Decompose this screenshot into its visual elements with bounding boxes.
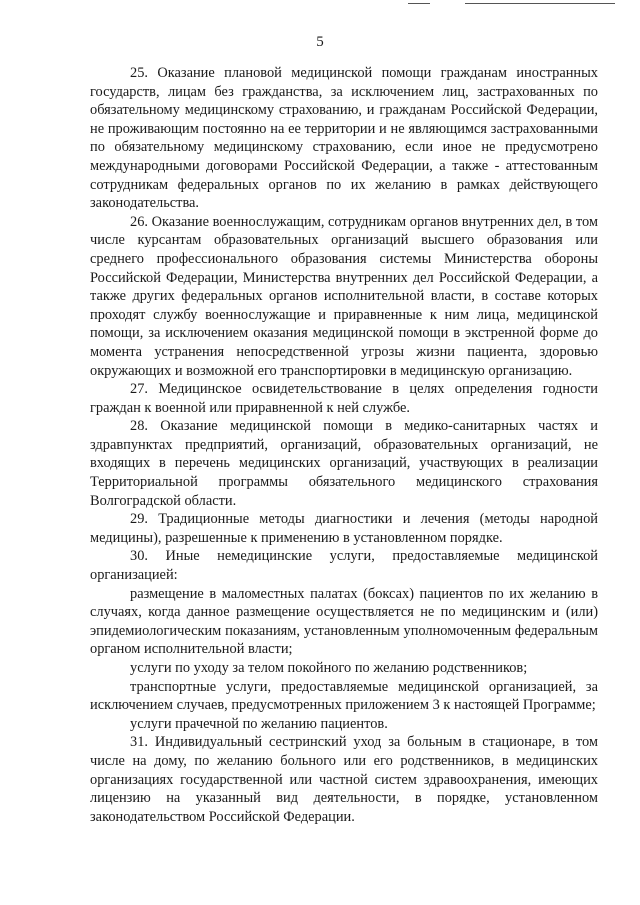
page-number: 5 [316,34,324,50]
paragraph-30: 30. Иные немедицинские услуги, предоставляемые медицинской организацией: [90,548,598,584]
top-border-line [408,3,430,4]
paragraph-25: 25. Оказание плановой медицинской помощи гражданам иностранных государств, лицам без гражданства, за исключением лиц, застрахованных по обязательному медицинскому страхованию, и гражданам Российской Федерации, не проживающим постоянно на ее территории и не являющимся застрахованными по обязательному медицинскому страхованию, если иное не предусмотрено международными договорами Российской Федерации, а также - аттестованным сотрудникам федеральных органов по их желанию в рамках действующего законодательства. [90,65,598,212]
paragraph-28: 28. Оказание медицинской помощи в медико-санитарных частях и здравпунктах предприятий, организаций, образовательных организаций, не входящих в перечень медицинских организаций, участвующих в реализации Территориальной программы обязательного медицинского страхования Волгоградской области. [90,418,598,509]
top-border-line [465,3,615,4]
paragraph-30-item-transport: транспортные услуги, предоставляемые медицинской организацией, за исключением случаев, предусмотренных приложением 3 к настоящей Программе; [90,678,598,714]
paragraph-30-item-rooms: размещение в маломестных палатах (боксах) пациентов по их желанию в случаях, когда данное размещение осуществляется не по медицинским и (или) эпидемиологическим показаниям, установленным уполномоченным федеральным органом исполнительной власти; [90,585,598,658]
paragraph-31: 31. Индивидуальный сестринский уход за больным в стационаре, в том числе на дому, по желанию больного или его родственников, в медицинских организациях государственной или частной систем здравоохранения, имеющих лицензию на указанный вид деятельности, в порядке, установленном законодательством Российской Федерации. [90,734,598,825]
paragraph-30-item-laundry: услуги прачечной по желанию пациентов. [130,715,388,732]
document-body [90,64,598,826]
paragraph-30-item-body-care: услуги по уходу за телом покойного по желанию родственников; [130,660,528,676]
paragraph-26: 26. Оказание военнослужащим, сотрудникам органов внутренних дел, в том числе курсантам образовательных организаций высшего образования или среднего профессионального образования системы Министерства обороны Российской Федерации, Министерства внутренних дел Российской Федерации, а также других федеральных органов исполнительной власти, в составе которых проходят службу военнослужащие и приравненные к ним лица, медицинской помощи, за исключением оказания медицинской помощи в экстренной форме до момента устранения непосредственной угрозы жизни пациента, здоровью окружающих и возможной его транспортировки в медицинскую организацию. [90,213,598,379]
paragraph-29: 29. Традиционные методы диагностики и лечения (методы народной медицины), разрешенные к применению в установленном порядке. [90,511,598,546]
paragraph-27: 27. Медицинское освидетельствование в целях определения годности граждан к военной или приравненной к ней службе. [90,381,598,416]
